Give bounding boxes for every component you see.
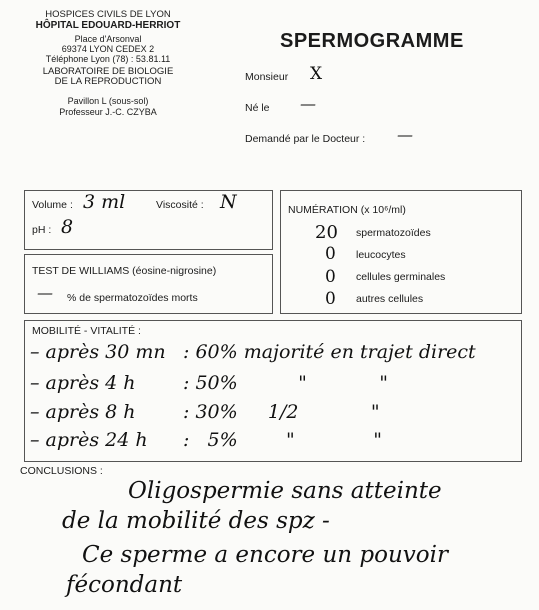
hospital-name: HÔPITAL EDOUARD-HERRIOT [35, 20, 181, 31]
ne-le-label: Né le [245, 102, 270, 114]
mobilite-time: – après 24 h [30, 429, 148, 451]
conclusion-line: fécondant [66, 572, 183, 598]
williams-title: TEST DE WILLIAMS (éosine-nigrosine) [32, 265, 217, 277]
mobilite-time: – après 8 h [30, 401, 136, 423]
numeration-value: 20 [315, 222, 338, 243]
hospital-line: LABORATOIRE DE BIOLOGIE [42, 66, 174, 77]
hospital-line: 69374 LYON CEDEX 2 [61, 44, 155, 54]
ph-label: pH : [32, 224, 52, 236]
docteur-value: — [397, 125, 413, 144]
hospital-line: Professeur J.-C. CZYBA [59, 107, 157, 117]
conclusion-line: de la mobilité des spz - [62, 508, 330, 534]
mobilite-text: : 30% 1/2 " [183, 401, 380, 423]
mobilite-box [24, 320, 522, 462]
numeration-title: NUMÉRATION (x 10⁶/ml) [288, 204, 406, 216]
volume-box [24, 190, 273, 250]
numeration-label: leucocytes [356, 249, 406, 261]
numeration-label: cellules germinales [356, 271, 446, 283]
mobilite-text: : 5% " " [183, 429, 382, 451]
numeration-value: 0 [325, 267, 336, 287]
conclusion-line: Ce sperme a encore un pouvoir [82, 542, 448, 568]
mobilite-time: – après 4 h [30, 372, 136, 394]
hospital-line: HOSPICES CIVILS DE LYON [45, 9, 171, 20]
hospital-line: DE LA REPRODUCTION [54, 76, 162, 87]
williams-box [24, 254, 273, 314]
numeration-value: 0 [325, 244, 336, 264]
docteur-label: Demandé par le Docteur : [245, 133, 366, 145]
mobilite-title: MOBILITÉ - VITALITÉ : [32, 325, 141, 337]
hospital-line: Pavillon L (sous-sol) [67, 96, 149, 106]
williams-label: % de spermatozoïdes morts [67, 292, 198, 304]
viscosite-label: Viscosité : [156, 199, 204, 211]
volume-label: Volume : [32, 199, 73, 211]
hospital-line: Place d'Arsonval [74, 34, 142, 44]
conclusions-label: CONCLUSIONS : [20, 465, 103, 477]
volume-value: 3 ml [83, 191, 126, 213]
numeration-value: 0 [325, 289, 336, 309]
mobilite-text: : 50% " " [183, 372, 389, 394]
page-title: SPERMOGRAMME [280, 30, 464, 52]
numeration-label: spermatozoïdes [356, 227, 431, 239]
monsieur-value: X [310, 64, 323, 84]
numeration-box [280, 190, 522, 314]
mobilite-text: : 60% majorité en trajet direct [183, 341, 476, 363]
conclusion-line: Oligospermie sans atteinte [128, 478, 442, 504]
viscosite-value: N [220, 191, 237, 213]
hospital-line: Téléphone Lyon (78) : 53.81.11 [45, 54, 171, 64]
mobilite-time: – après 30 mn [30, 341, 166, 363]
ph-value: 8 [61, 216, 74, 238]
williams-value: — [37, 283, 53, 302]
monsieur-label: Monsieur [245, 71, 289, 83]
numeration-label: autres cellules [356, 293, 424, 305]
ne-le-value: — [300, 94, 316, 113]
